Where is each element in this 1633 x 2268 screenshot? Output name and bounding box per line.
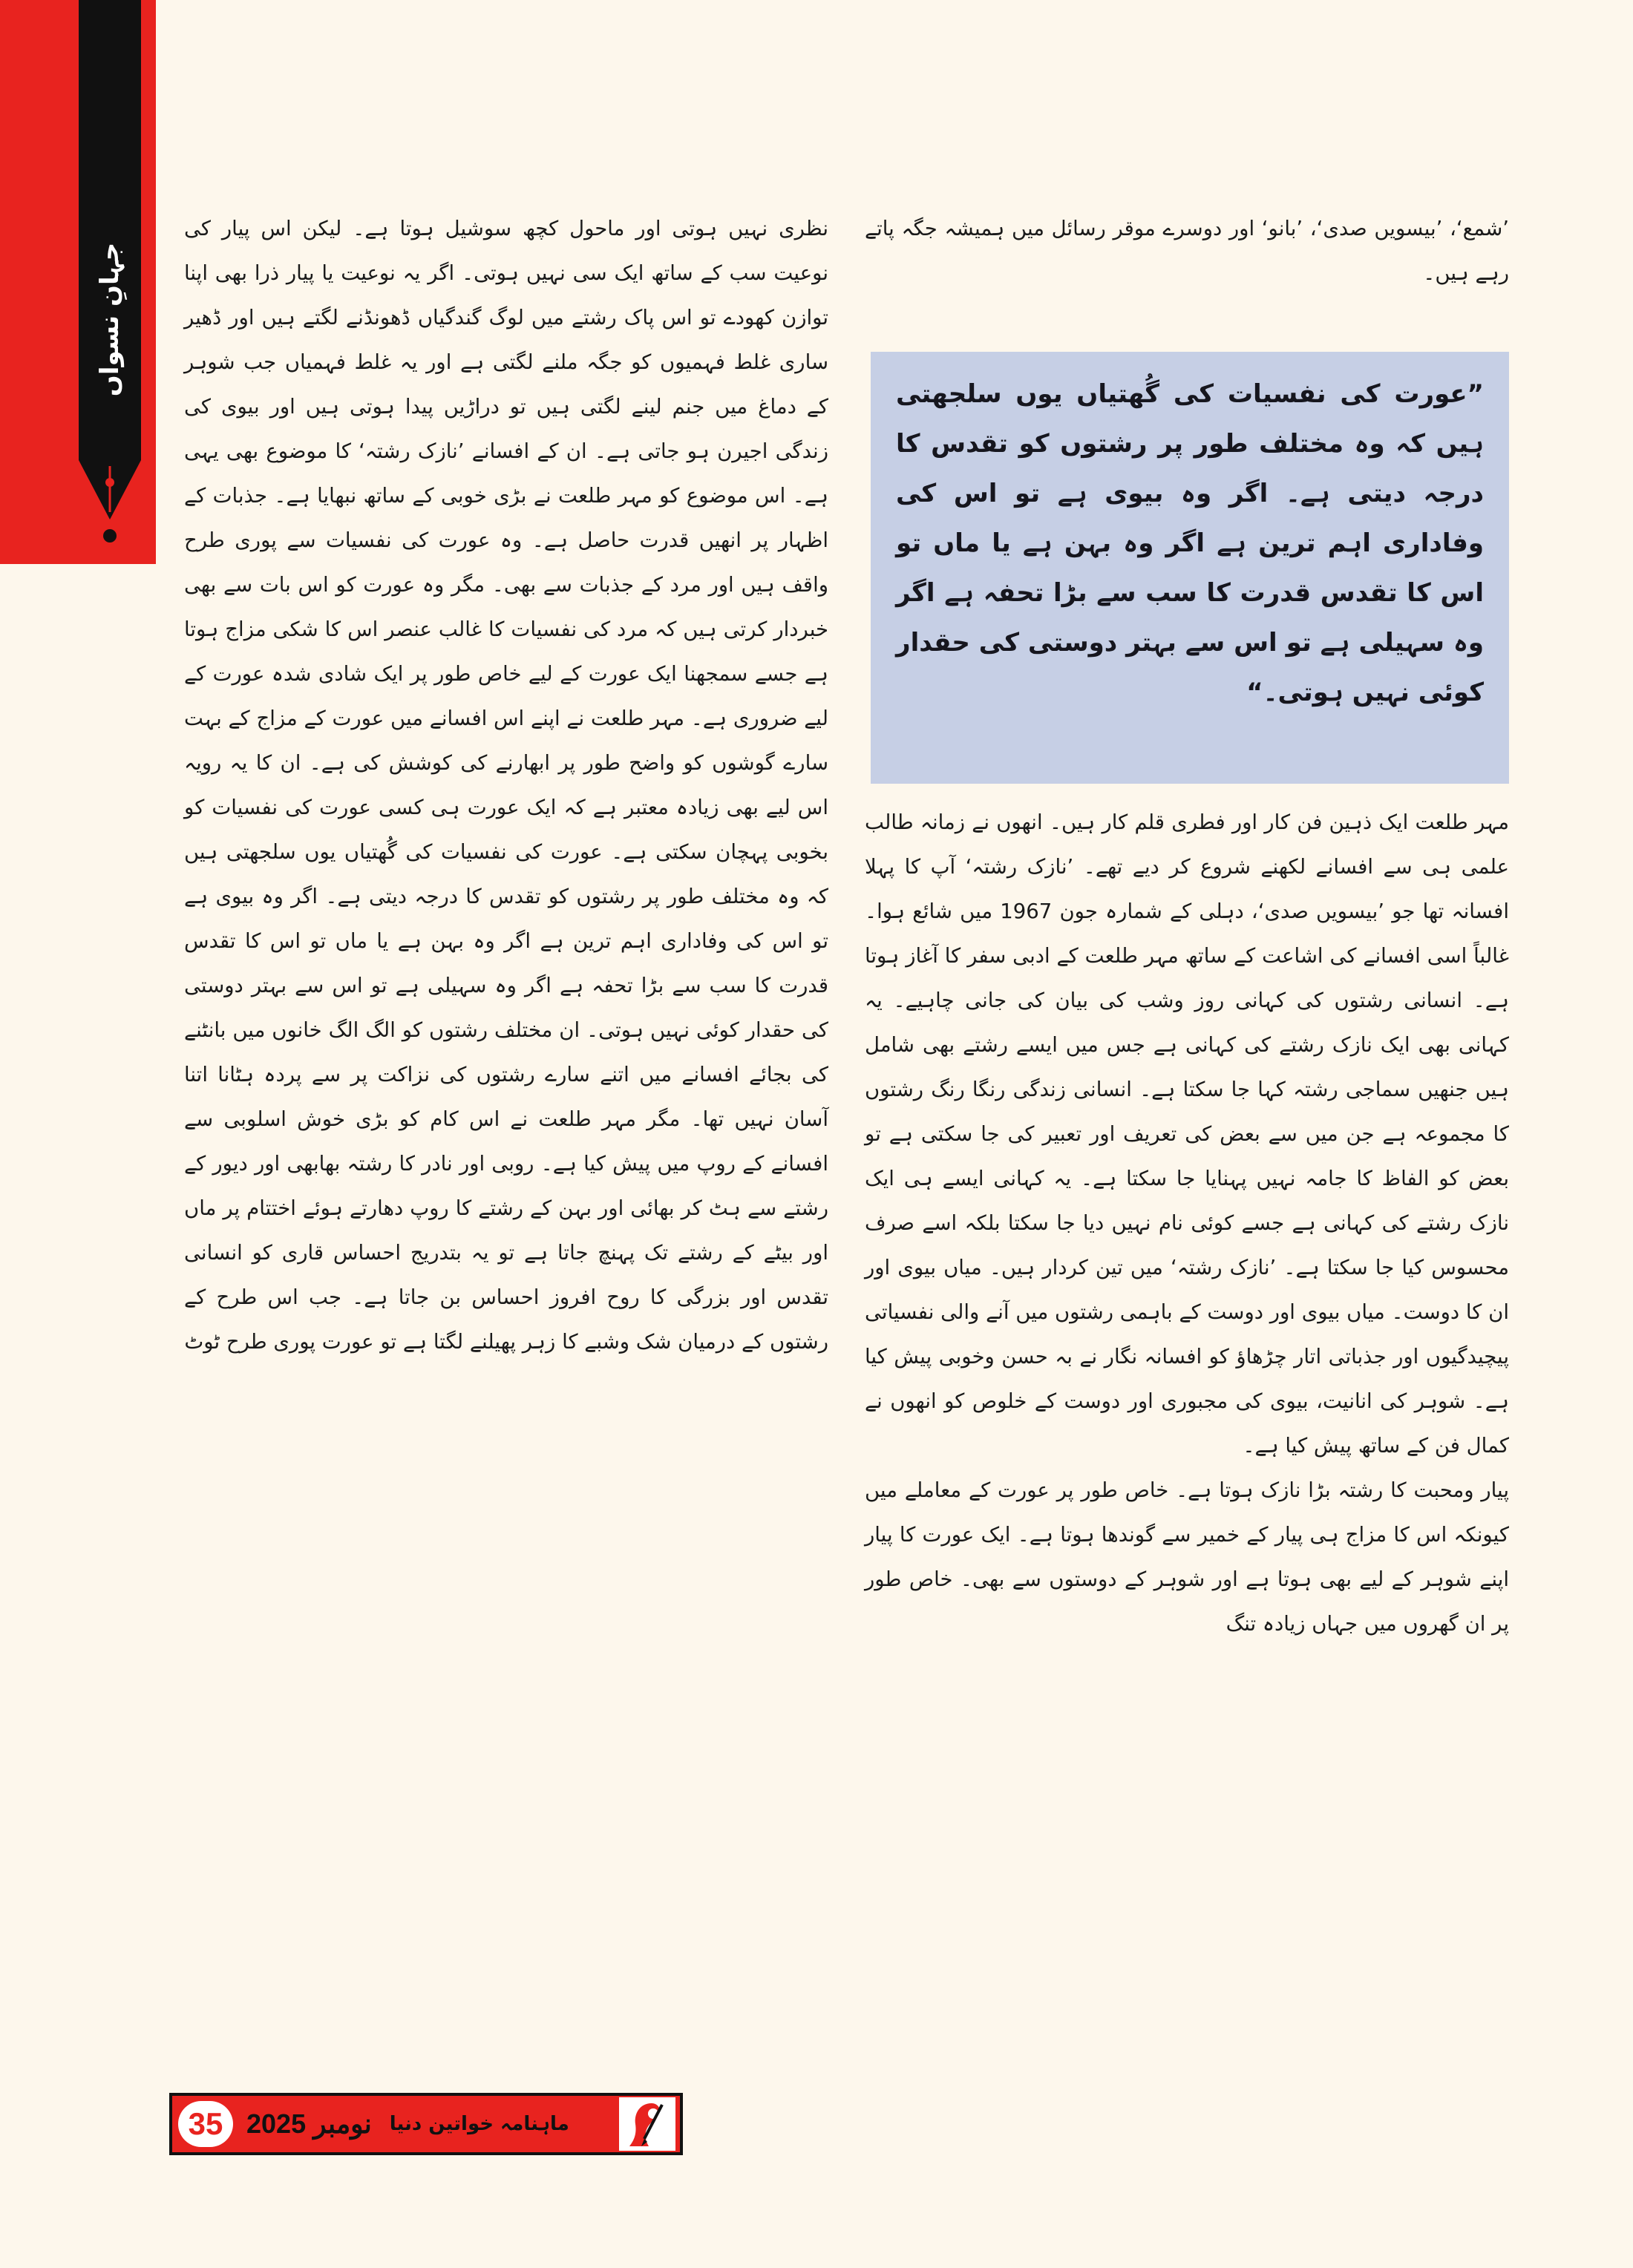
woman-with-pen-logo-icon xyxy=(619,2097,675,2151)
pull-quote: ”عورت کی نفسیات کی گُھتیاں یوں سلجھتی ہیں کہ وہ مختلف طور پر رشتوں کو تقدس کا درجہ دیتی ہے۔ اگر وہ بیوی ہے تو اس کی وفاداری اہم ترین ہے اگر وہ بہن ہے یا ماں تو اس کا تقدس قدرت کا سب سے بڑا تحفہ ہے اگر وہ سہیلی ہے تو اس سے بہتر دوستی کی حقدار کوئی نہیں ہوتی۔“ xyxy=(871,352,1509,784)
body-paragraph-2: پیار ومحبت کا رشتہ بڑا نازک ہوتا ہے۔ خاص طور پر عورت کے معاملے میں کیونکہ اس کا مزاج ہی پیار کے خمیر سے گوندھا ہوتا ہے۔ ایک عورت کا پیار اپنے شوہر کے لیے بھی ہوتا ہے اور شوہر کے دوستوں سے بھی۔ خاص طور پر ان گھروں میں جہاں زیادہ تنگ xyxy=(865,1478,1509,1636)
right-column-body xyxy=(865,800,1509,1646)
right-column-intro xyxy=(865,206,1509,295)
intro-paragraph: ’شمع‘، ’بیسویں صدی‘، ’بانو‘ اور دوسرے موقر رسائل میں ہمیشہ جگہ پاتے رہے ہیں۔ xyxy=(865,217,1509,285)
section-title: جہانِ نسواں xyxy=(95,242,125,396)
body-paragraph-3: نظری نہیں ہوتی اور ماحول کچھ سوشیل ہوتا ہے۔ لیکن اس پیار کی نوعیت سب کے ساتھ ایک سی نہیں ہوتی۔ اگر یہ نوعیت یا پیار ذرا بھی اپنا توازن کھودے تو اس پاک رشتے میں لوگ گندگیاں ڈھونڈنے لگتے ہیں اور ڈھیر ساری غلط فہمیوں کو جگہ ملنے لگتی ہے اور یہ غلط فہمیاں جب شوہر کے دماغ میں جنم لینے لگتی ہیں تو دراڑیں پیدا ہوتی ہیں اور بیوی کی زندگی اجیرن ہو جاتی ہے۔ ان کے افسانے ’نازک رشتہ‘ کا موضوع بھی یہی ہے۔ اس موضوع کو مہر طلعت نے بڑی خوبی کے ساتھ نبھایا ہے۔ جذبات کے اظہار پر انھیں قدرت حاصل ہے۔ وہ عورت کی نفسیات سے پوری طرح واقف ہیں اور مرد کے جذبات سے بھی۔ مگر وہ عورت کو اس بات سے بھی خبردار کرتی ہیں کہ مرد کی نفسیات کا غالب عنصر اس کا شکی مزاج ہوتا ہے جسے سمجھنا ایک عورت کے لیے خاص طور پر ایک شادی شدہ عورت کے لیے ضروری ہے۔ مہر طلعت نے اپنے اس افسانے میں عورت کے مزاج کے بہت سارے گوشوں کو واضح طور پر ابھارنے کی کوشش کی ہے۔ ان کا یہ رویہ اس لیے بھی زیادہ معتبر ہے کہ ایک عورت ہی کسی عورت کی نفسیات کو بخوبی پہچان سکتی ہے۔ عورت کی نفسیات کی گُھتیاں یوں سلجھتی ہیں کہ وہ مختلف طور پر رشتوں کو تقدس کا درجہ دیتی ہے۔ اگر وہ بیوی ہے تو اس کی وفاداری اہم ترین ہے اگر وہ بہن ہے یا ماں تو اس کا تقدس قدرت کا سب سے بڑا تحفہ ہے اگر وہ سہیلی ہے تو اس سے بہتر دوستی کی حقدار کوئی نہیں ہوتی۔ ان مختلف رشتوں کو الگ الگ خانوں میں بانٹنے کی بجائے افسانے میں اتنے سارے رشتوں کی نزاکت پر سے پردہ ہٹانا اتنا آسان نہیں تھا۔ مگر مہر طلعت نے اس کام کو بڑی خوش اسلوبی سے افسانے کے روپ میں پیش کیا ہے۔ روبی اور نادر کا رشتہ بھابھی اور دیور کے رشتے سے ہٹ کر بھائی اور بہن کے رشتے کا روپ دھارتے ہوئے اختتام پر ماں اور بیٹے کے رشتے تک پہنچ جاتا ہے تو یہ بتدریج احساس قاری کو انسانی تقدس اور بزرگی کا روح افروز احساس بن جاتا ہے۔ جب اس طرح کے رشتوں کے درمیان شک وشبے کا زہر پھیلنے لگتا ہے تو عورت پوری طرح ٹوٹ xyxy=(184,217,828,1354)
body-paragraph-1: مہر طلعت ایک ذہین فن کار اور فطری قلم کار ہیں۔ انھوں نے زمانہ طالب علمی ہی سے افسانے لکھنے شروع کر دیے تھے۔ ’نازک رشتہ‘ آپ کا پہلا افسانہ تھا جو ’بیسویں صدی‘، دہلی کے شمارہ جون 1967 میں شائع ہوا۔ غالباً اسی افسانے کی اشاعت کے ساتھ مہر طلعت کے ادبی سفر کا آغاز ہوتا ہے۔ انسانی رشتوں کی کہانی روز وشب کی بیان کی جانی چاہیے۔ یہ کہانی بھی ایک نازک رشتے کی کہانی ہے جس میں ایسے رشتے بھی شامل ہیں جنھیں سماجی رشتہ کہا جا سکتا ہے۔ انسانی زندگی رنگا رنگ رشتوں کا مجموعہ ہے جن میں سے بعض کی تعریف اور تعبیر کی جا سکتی ہے تو بعض کو الفاظ کا جامہ نہیں پہنایا جا سکتا ہے۔ یہ کہانی ایسے ہی ایک نازک رشتے کی کہانی ہے جسے کوئی نام نہیں دیا جا سکتا بلکہ اسے صرف محسوس کیا جا سکتا ہے۔ ’نازک رشتہ‘ میں تین کردار ہیں۔ میاں بیوی اور ان کا دوست۔ میاں بیوی اور دوست کے باہمی رشتوں میں آنے والی نفسیاتی پیچیدگیوں اور جذباتی اتار چڑھاؤ کو افسانہ نگار نے بہ حسن وخوبی پیش کیا ہے۔ شوہر کی انانیت، بیوی کی مجبوری اور دوست کے خلوص کو انھوں نے کمال فن کے ساتھ پیش کیا ہے۔ xyxy=(865,810,1509,1458)
left-column-body xyxy=(184,206,828,1364)
magazine-name: ماہنامہ خواتین دنیا xyxy=(389,2113,569,2135)
issue-date: نومبر 2025 xyxy=(246,2108,372,2139)
page-number: 35 xyxy=(178,2101,233,2147)
page-footer xyxy=(169,2093,683,2155)
